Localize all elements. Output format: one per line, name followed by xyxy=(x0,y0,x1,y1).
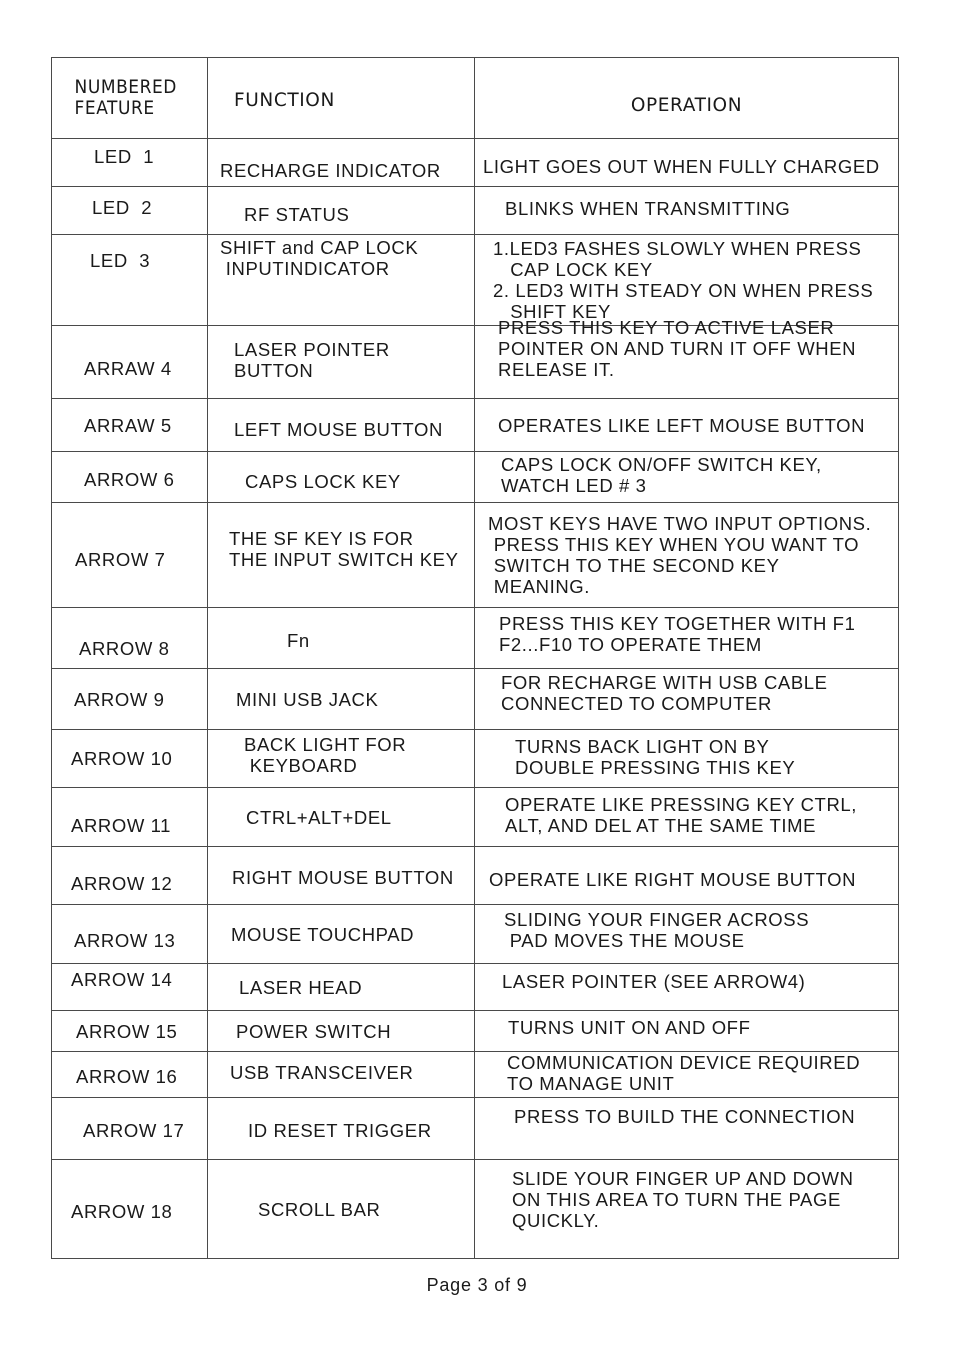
feature-cell xyxy=(52,1011,208,1052)
function-cell xyxy=(208,905,475,964)
feature-cell-text: LED 2 xyxy=(92,197,153,218)
operation-cell xyxy=(475,847,899,905)
feature-cell xyxy=(52,608,208,669)
operation-cell-text: SLIDE YOUR FINGER UP AND DOWN ON THIS AREA TO TURN THE PAGE QUICKLY. xyxy=(512,1167,854,1231)
operation-cell-text: OPERATE LIKE RIGHT MOUSE BUTTON xyxy=(489,869,857,890)
feature-cell-text: ARROW 11 xyxy=(71,814,172,836)
table-row xyxy=(52,608,899,669)
feature-cell-text: ARROW 8 xyxy=(79,637,170,659)
operation-cell-text: MOST KEYS HAVE TWO INPUT OPTIONS. PRESS THIS KEY WHEN YOU WANT TO SWITCH TO THE SECOND KEY MEANING. xyxy=(488,513,872,597)
function-cell-text: BACK LIGHT FOR KEYBOARD xyxy=(244,733,407,776)
feature-cell-text: LED 1 xyxy=(94,146,155,167)
operation-cell xyxy=(475,1052,899,1098)
table-row xyxy=(52,326,899,399)
function-cell-text: RF STATUS xyxy=(244,204,350,225)
function-cell xyxy=(208,399,475,452)
table-row xyxy=(52,1052,899,1098)
table-row xyxy=(52,503,899,608)
function-cell-text: RIGHT MOUSE BUTTON xyxy=(232,867,454,888)
function-cell xyxy=(208,452,475,503)
table-header-row xyxy=(52,58,899,139)
table-row xyxy=(52,1011,899,1052)
operation-cell-text: BLINKS WHEN TRANSMITTING xyxy=(505,198,791,219)
feature-cell xyxy=(52,503,208,608)
operation-cell-text: OPERATE LIKE PRESSING KEY CTRL, ALT, AND DEL AT THE SAME TIME xyxy=(505,794,858,836)
feature-cell-text: ARRAW 4 xyxy=(84,357,172,379)
operation-cell xyxy=(475,503,899,608)
function-cell xyxy=(208,1098,475,1160)
feature-cell-text: ARROW 18 xyxy=(71,1200,173,1222)
function-cell xyxy=(208,847,475,905)
operation-cell-text: TURNS BACK LIGHT ON BY DOUBLE PRESSING THIS KEY xyxy=(515,735,796,778)
feature-cell-text: ARROW 6 xyxy=(84,468,175,490)
feature-cell xyxy=(52,847,208,905)
function-cell xyxy=(208,669,475,730)
table-row xyxy=(52,730,899,788)
table-row xyxy=(52,847,899,905)
feature-cell xyxy=(52,235,208,326)
operation-cell-text: PRESS THIS KEY TO ACTIVE LASER POINTER ON AND TURN IT OFF WHEN RELEASE IT. xyxy=(498,316,857,380)
feature-cell xyxy=(52,452,208,503)
function-cell xyxy=(208,139,475,187)
table-row xyxy=(52,399,899,452)
feature-cell xyxy=(52,1160,208,1259)
table-row xyxy=(52,669,899,730)
feature-cell-text: ARROW 15 xyxy=(76,1020,178,1042)
feature-cell xyxy=(52,669,208,730)
function-cell xyxy=(208,1160,475,1259)
function-cell-text: CAPS LOCK KEY xyxy=(245,470,401,492)
table-row xyxy=(52,788,899,847)
table-row xyxy=(52,139,899,187)
function-cell-text: SCROLL BAR xyxy=(258,1198,381,1220)
function-cell-text: MOUSE TOUCHPAD xyxy=(231,923,415,945)
operation-cell xyxy=(475,608,899,669)
operation-cell-text: 1.LED3 FASHES SLOWLY WHEN PRESS CAP LOCK KEY 2. LED3 WITH STEADY ON WHEN PRESS SHIFT KEY xyxy=(493,238,874,322)
operation-cell xyxy=(475,139,899,187)
operation-cell-text: LASER POINTER (SEE ARROW4) xyxy=(502,970,806,992)
operation-cell-text: LIGHT GOES OUT WHEN FULLY CHARGED xyxy=(483,156,880,177)
operation-cell xyxy=(475,452,899,503)
operation-cell xyxy=(475,316,899,399)
operation-cell xyxy=(475,1160,899,1259)
function-cell xyxy=(208,964,475,1011)
feature-cell xyxy=(52,730,208,788)
feature-cell-text: ARROW 16 xyxy=(76,1066,178,1087)
function-cell-text: MINI USB JACK xyxy=(236,688,379,710)
operation-cell xyxy=(475,187,899,235)
table-row xyxy=(52,235,899,326)
header-numbered-feature: NUMBERED FEATURE xyxy=(52,58,196,139)
function-cell-text: ID RESET TRIGGER xyxy=(248,1120,432,1141)
feature-cell xyxy=(52,1052,208,1098)
operation-cell xyxy=(475,1011,899,1052)
header-function: FUNCTION xyxy=(208,58,475,139)
operation-cell xyxy=(475,1098,899,1160)
operation-cell xyxy=(475,235,899,326)
function-cell xyxy=(208,1052,475,1098)
feature-cell-text: ARROW 13 xyxy=(74,929,176,951)
feature-cell-text: ARROW 10 xyxy=(71,748,173,769)
table-row xyxy=(52,964,899,1011)
feature-cell xyxy=(52,399,208,452)
operation-cell xyxy=(475,399,899,452)
function-cell xyxy=(208,730,475,788)
function-cell-text: LASER HEAD xyxy=(239,976,363,998)
function-cell-text: POWER SWITCH xyxy=(236,1020,392,1042)
feature-cell xyxy=(52,139,208,187)
operation-cell-text: FOR RECHARGE WITH USB CABLE CONNECTED TO COMPUTER xyxy=(501,672,828,714)
operation-cell-text: COMMUNICATION DEVICE REQUIRED TO MANAGE UNIT xyxy=(507,1051,861,1094)
header-operation: OPERATION xyxy=(475,58,899,139)
table-row xyxy=(52,905,899,964)
operation-cell xyxy=(475,788,899,847)
feature-cell xyxy=(52,187,208,235)
function-cell-text: CTRL+ALT+DEL xyxy=(246,806,392,828)
feature-cell-text: ARROW 7 xyxy=(75,548,166,570)
function-cell-text: LASER POINTER BUTTON xyxy=(234,339,390,381)
feature-cell xyxy=(52,326,208,399)
function-cell xyxy=(208,788,475,847)
function-cell-text: Fn xyxy=(287,629,310,651)
table-row xyxy=(52,1098,899,1160)
function-cell-text: RECHARGE INDICATOR xyxy=(220,160,441,181)
operation-cell-text: SLIDING YOUR FINGER ACROSS PAD MOVES THE MOUSE xyxy=(504,909,810,951)
function-cell-text: SHIFT and CAP LOCK INPUTINDICATOR xyxy=(220,237,419,279)
feature-cell xyxy=(52,1098,208,1160)
function-cell xyxy=(208,235,475,326)
feature-cell xyxy=(52,964,208,1011)
function-cell xyxy=(208,608,475,669)
feature-cell-text: ARROW 17 xyxy=(83,1120,185,1141)
feature-cell-text: ARROW 14 xyxy=(71,968,173,990)
table-row xyxy=(52,452,899,503)
page-number: Page 3 of 9 xyxy=(426,1275,528,1295)
operation-cell-text: OPERATES LIKE LEFT MOUSE BUTTON xyxy=(498,414,866,436)
operation-cell-text: PRESS THIS KEY TOGETHER WITH F1 F2...F10 TO OPERATE THEM xyxy=(499,613,856,655)
operation-cell-text: CAPS LOCK ON/OFF SWITCH KEY, WATCH LED # 3 xyxy=(501,454,822,496)
table-row xyxy=(52,1160,899,1259)
table-row xyxy=(52,187,899,235)
function-cell xyxy=(208,326,475,399)
operation-cell xyxy=(475,905,899,964)
operation-cell xyxy=(475,730,899,788)
function-cell xyxy=(208,1011,475,1052)
operation-cell-text: PRESS TO BUILD THE CONNECTION xyxy=(514,1106,856,1127)
feature-cell xyxy=(52,905,208,964)
operation-cell xyxy=(475,964,899,1011)
table-body xyxy=(52,139,899,1259)
feature-cell-text: ARRAW 5 xyxy=(84,414,172,436)
function-cell-text: LEFT MOUSE BUTTON xyxy=(234,418,443,440)
function-cell xyxy=(208,187,475,235)
operation-cell-text: TURNS UNIT ON AND OFF xyxy=(508,1016,751,1038)
feature-cell xyxy=(52,788,208,847)
function-cell xyxy=(208,503,475,608)
feature-cell-text: ARROW 12 xyxy=(71,873,173,894)
function-cell-text: THE SF KEY IS FOR THE INPUT SWITCH KEY xyxy=(229,528,459,570)
feature-cell-text: LED 3 xyxy=(90,249,151,271)
feature-cell-text: ARROW 9 xyxy=(74,688,165,710)
feature-table xyxy=(51,57,899,1259)
function-cell-text: USB TRANSCEIVER xyxy=(230,1062,414,1083)
operation-cell xyxy=(475,669,899,730)
